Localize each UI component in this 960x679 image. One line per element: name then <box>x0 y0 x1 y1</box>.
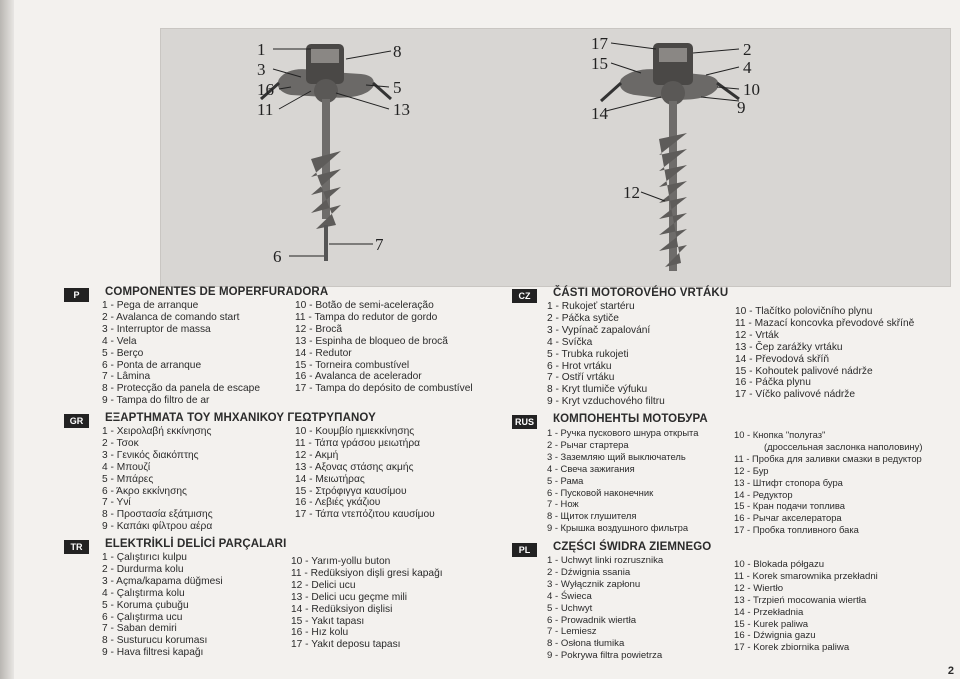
list-item: 7 - Ostří vrtáku <box>547 372 615 384</box>
list-item: 5 - Berço <box>102 347 144 359</box>
page-number: 2 <box>947 665 954 677</box>
callout-11: 11 <box>257 100 274 119</box>
list-item: 16 - Avalanca de acelerador <box>295 371 422 383</box>
list-item: 1 - Ручка пускового шнура открыта <box>547 427 699 438</box>
list-item: (дроссельная заслонка наполовину) <box>764 440 923 452</box>
list-item: 1 - Pega de arranque <box>102 300 199 311</box>
list-item: 12 - Wiertło <box>734 582 784 594</box>
parts-list-10-17 <box>291 556 443 651</box>
list-item: 10 - Κουμβίο ημιεκκίνησης <box>295 426 415 437</box>
list-item: 5 - Trubka rukojeti <box>547 348 629 360</box>
list-item: 14 - Redüksiyon dişlisi <box>291 603 393 615</box>
list-item: 8 - Προστασία εξάτμισης <box>102 509 213 521</box>
list-item: 5 - Рама <box>547 474 584 486</box>
list-item: 8 - Protecção da panela de escape <box>102 383 261 395</box>
language-badge: CZ <box>512 289 537 303</box>
list-item: 3 - Açma/kapama düğmesi <box>102 575 223 587</box>
list-item: 2 - Páčka sytiče <box>547 312 619 324</box>
parts-list-1-9 <box>547 427 698 534</box>
list-item: 9 - Καπάκι φίλτρου αέρα <box>102 521 213 533</box>
list-item: 13 - Čep zarážky vrtáku <box>735 341 843 353</box>
list-item: 15 - Στρόφιγγα καυσίμου <box>295 485 407 497</box>
list-item: 16 - Páčka plynu <box>735 377 811 389</box>
list-item: 14 - Μειωτήρας <box>295 473 365 485</box>
list-item: 5 - Koruma çubuğu <box>102 599 189 611</box>
list-item: 6 - Hrot vrtáku <box>547 360 612 372</box>
list-item: 6 - Ponta de arranque <box>102 359 202 371</box>
parts-list-10-17 <box>734 429 923 536</box>
list-item: 8 - Osłona tłumika <box>547 638 625 650</box>
callout-16: 16 <box>257 80 274 99</box>
list-item: 7 - Lâmina <box>102 371 151 383</box>
list-item: 8 - Susturucu koruması <box>102 635 208 647</box>
left-auger <box>261 44 391 261</box>
list-item: 9 - Pokrywa filtra powietrza <box>547 650 663 662</box>
callout-13: 13 <box>393 100 410 119</box>
parts-list-1-9 <box>102 426 213 533</box>
list-item: 7 - Saban demiri <box>102 623 177 635</box>
list-item: 11 - Tampa do redutor de gordo <box>295 311 438 323</box>
list-item: 2 - Durdurma kolu <box>102 563 184 575</box>
auger-illustration <box>160 28 951 287</box>
list-item: 12 - Vrták <box>735 329 779 341</box>
section-title: COMPONENTES DE MOPERFURADORA <box>105 286 329 298</box>
list-item: 10 - Tlačítko polovičního plynu <box>735 306 873 317</box>
callout-1: 1 <box>257 40 266 59</box>
language-badge: TR <box>64 540 89 554</box>
parts-list-1-9 <box>102 552 223 659</box>
list-item: 17 - Yakıt deposu tapası <box>291 639 401 651</box>
list-item: 17 - Τάπα ντεπόζιτου καυσίμου <box>295 509 435 521</box>
callout-12: 12 <box>623 183 640 202</box>
language-badge: GR <box>64 414 89 428</box>
list-item: 8 - Щиток глушителя <box>547 510 637 522</box>
list-item: 6 - Пусковой наконечник <box>547 486 654 498</box>
list-item: 12 - Delici ucu <box>291 579 356 591</box>
list-item: 11 - Redüksiyon dişli gresi kapağı <box>291 567 443 579</box>
list-item: 6 - Prowadnik wiertła <box>547 614 637 626</box>
list-item: 1 - Rukojeť startéru <box>547 301 635 312</box>
list-item: 16 - Рычаг акселератора <box>734 512 842 524</box>
list-item: 11 - Mazací koncovka převodové skříně <box>735 317 915 329</box>
list-item: 15 - Кран подачи топлива <box>734 500 845 512</box>
parts-list-10-17 <box>295 426 435 521</box>
list-item: 4 - Svíčka <box>547 336 593 348</box>
list-item: 3 - Wyłącznik zapłonu <box>547 578 641 590</box>
callout-9: 9 <box>737 98 746 117</box>
callout-3: 3 <box>257 60 266 79</box>
list-item: 6 - Άκρο εκκίνησης <box>102 485 187 497</box>
parts-list-1-9 <box>102 300 260 407</box>
list-item: 16 - Dźwignia gazu <box>734 630 816 642</box>
list-item: 13 - Espinha de bloqueo de brocã <box>295 335 448 347</box>
list-item: 11 - Korek smarownika przekładni <box>734 570 878 582</box>
list-item: 9 - Крышка воздушного фильтра <box>547 522 689 534</box>
list-item: 3 - Interruptor de massa <box>102 323 211 335</box>
list-item: 9 - Hava filtresi kapağı <box>102 647 204 659</box>
callout-8: 8 <box>393 42 402 61</box>
list-item: 6 - Çalıştırma ucu <box>102 611 183 623</box>
language-badge: PL <box>512 543 537 557</box>
list-item: 14 - Redutor <box>295 347 352 359</box>
list-item: 2 - Τσοκ <box>102 437 139 449</box>
list-item: 13 - Delici ucu geçme mili <box>291 591 408 603</box>
list-item: 3 - Заземляю щий выключатель <box>547 450 686 462</box>
list-item: 11 - Τάπα γράσου μειωτήρα <box>295 437 421 449</box>
page-binding-shadow <box>0 0 14 679</box>
callout-10: 10 <box>743 80 760 99</box>
list-item: 17 - Víčko palivové nádrže <box>735 389 856 401</box>
list-item: 14 - Převodová skříň <box>735 353 829 365</box>
list-item: 5 - Μπάρες <box>102 473 154 485</box>
list-item: 16 - Hız kolu <box>291 627 349 639</box>
list-item: 10 - Botão de semi-aceleração <box>295 300 434 311</box>
language-badge: RUS <box>512 415 537 429</box>
list-item: 2 - Dźwignia ssania <box>547 566 631 578</box>
list-item: 17 - Пробка топливного бака <box>734 524 859 536</box>
list-item: 4 - Свеча зажигания <box>547 462 635 474</box>
list-item: 7 - Нож <box>547 498 579 510</box>
list-item: 15 - Yakıt tapası <box>291 615 365 627</box>
list-item: 9 - Tampa do filtro de ar <box>102 395 210 407</box>
list-item: 17 - Tampa do depósito de combustível <box>295 383 473 395</box>
callout-2: 2 <box>743 40 752 59</box>
callout-14: 14 <box>591 104 608 123</box>
parts-list-1-9 <box>547 301 665 408</box>
list-item: 3 - Vypínač zapalování <box>547 324 651 336</box>
parts-list-10-17 <box>735 306 914 401</box>
list-item: 10 - Кнопка "полугаз" <box>734 429 826 440</box>
list-item: 12 - Ακμή <box>295 449 339 461</box>
list-item: 7 - Lemiesz <box>547 626 597 638</box>
list-item: 14 - Редуктор <box>734 488 793 500</box>
list-item: 15 - Kurek paliwa <box>734 618 809 630</box>
section-title: ELEKTRİKLİ DELİCİ PARÇALARI <box>105 538 287 550</box>
list-item: 12 - Brocã <box>295 323 342 335</box>
parts-list-10-17 <box>734 559 878 654</box>
list-item: 1 - Uchwyt linki rozrusznika <box>547 555 664 566</box>
callout-15: 15 <box>591 54 608 73</box>
list-item: 13 - Штифт стопора бура <box>734 476 843 488</box>
list-item: 1 - Çalıştırıcı kulpu <box>102 552 187 563</box>
callout-17: 17 <box>591 34 608 53</box>
list-item: 2 - Рычаг стартера <box>547 438 629 450</box>
callout-4: 4 <box>743 58 752 77</box>
list-item: 4 - Vela <box>102 335 137 347</box>
language-badge: P <box>64 288 89 302</box>
list-item: 4 - Çalıştırma kolu <box>102 587 185 599</box>
list-item: 14 - Przekładnia <box>734 606 804 618</box>
list-item: 15 - Torneira combustível <box>295 359 410 371</box>
callout-6: 6 <box>273 247 282 266</box>
section-title: КОМПОНЕНТЫ МОТОБУРА <box>553 413 708 425</box>
right-auger <box>601 43 739 271</box>
list-item: 13 - Trzpień mocowania wiertła <box>734 594 867 606</box>
section-title: CZĘŚCI ŚWIDRA ZIEMNEGO <box>553 541 712 553</box>
list-item: 8 - Kryt tlumiče výfuku <box>547 384 648 396</box>
list-item: 10 - Yarım-yollu buton <box>291 556 391 567</box>
list-item: 4 - Μπουζί <box>102 461 151 473</box>
callout-7: 7 <box>375 235 384 254</box>
parts-list-1-9 <box>547 555 663 662</box>
list-item: 12 - Бур <box>734 464 769 476</box>
list-item: 1 - Χειρολαβή εκκίνησης <box>102 426 212 437</box>
parts-list-10-17 <box>295 300 473 395</box>
list-item: 17 - Korek zbiornika paliwa <box>734 642 850 654</box>
list-item: 7 - Υνί <box>102 497 131 509</box>
callout-5: 5 <box>393 78 402 97</box>
list-item: 15 - Kohoutek palivové nádrže <box>735 365 873 377</box>
list-item: 11 - Пробка для заливки смазки в редуктор <box>734 452 922 464</box>
list-item: 10 - Blokada półgazu <box>734 559 825 570</box>
list-item: 13 - Αξονας στάσης ακμής <box>295 461 414 473</box>
list-item: 2 - Avalanca de comando start <box>102 311 240 323</box>
list-item: 4 - Świeca <box>547 590 592 602</box>
list-item: 5 - Uchwyt <box>547 602 593 614</box>
list-item: 3 - Γενικός διακόπτης <box>102 449 199 461</box>
section-title: ČÁSTI MOTOROVÉHO VRTÁKU <box>553 287 729 299</box>
section-title: ΕΞΑΡΤΗΜΑΤΑ ΤΟΥ ΜΗΧΑΝΙΚΟΥ ΓΕΩΤΡΥΠΑΝΟΥ <box>105 412 376 424</box>
list-item: 16 - Λεβιές γκάζιου <box>295 497 381 509</box>
auger-drawing <box>161 29 950 286</box>
list-item: 9 - Kryt vzduchového filtru <box>547 396 665 408</box>
